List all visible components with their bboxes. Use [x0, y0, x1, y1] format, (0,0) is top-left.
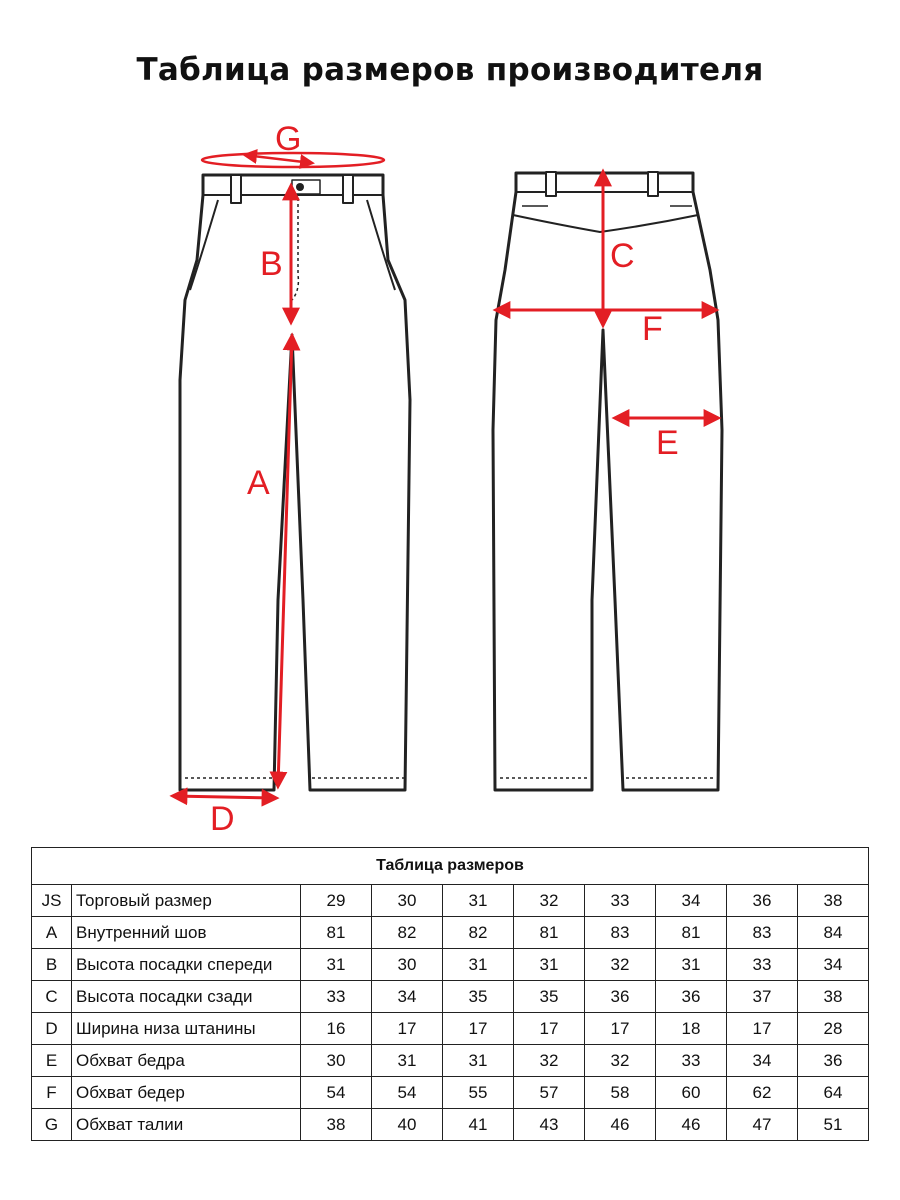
back-trousers	[493, 172, 722, 790]
row-label: Высота посадки сзади	[72, 981, 301, 1013]
table-cell: 34	[372, 981, 443, 1013]
table-cell: 34	[727, 1045, 798, 1077]
table-cell: 46	[585, 1109, 656, 1141]
table-cell: 31	[443, 1045, 514, 1077]
table-cell: 36	[727, 885, 798, 917]
row-label: Торговый размер	[72, 885, 301, 917]
row-code: JS	[32, 885, 72, 917]
table-cell: 37	[727, 981, 798, 1013]
size-table-title: Таблица размеров	[32, 848, 869, 885]
table-cell: 33	[585, 885, 656, 917]
row-code: E	[32, 1045, 72, 1077]
row-label: Высота посадки спереди	[72, 949, 301, 981]
table-cell: 35	[514, 981, 585, 1013]
table-cell: 30	[301, 1045, 372, 1077]
row-label: Внутренний шов	[72, 917, 301, 949]
table-row	[32, 917, 869, 949]
row-code: A	[32, 917, 72, 949]
label-a: A	[247, 464, 270, 502]
table-cell: 47	[727, 1109, 798, 1141]
table-cell: 58	[585, 1077, 656, 1109]
row-label: Обхват бедер	[72, 1077, 301, 1109]
button-icon	[296, 183, 304, 191]
table-cell: 83	[727, 917, 798, 949]
table-cell: 28	[798, 1013, 869, 1045]
table-cell: 31	[514, 949, 585, 981]
table-row	[32, 1045, 869, 1077]
table-cell: 17	[372, 1013, 443, 1045]
table-cell: 35	[443, 981, 514, 1013]
row-label: Обхват талии	[72, 1109, 301, 1141]
table-cell: 17	[727, 1013, 798, 1045]
size-table	[31, 847, 869, 1141]
table-row	[32, 981, 869, 1013]
table-cell: 31	[443, 885, 514, 917]
label-g: G	[275, 120, 302, 158]
table-cell: 36	[585, 981, 656, 1013]
row-code: G	[32, 1109, 72, 1141]
table-cell: 38	[301, 1109, 372, 1141]
row-label: Обхват бедра	[72, 1045, 301, 1077]
row-code: D	[32, 1013, 72, 1045]
table-cell: 81	[656, 917, 727, 949]
front-trousers	[180, 175, 410, 790]
table-cell: 30	[372, 885, 443, 917]
page-title: Таблица размеров производителя	[136, 52, 764, 88]
table-cell: 34	[656, 885, 727, 917]
table-cell: 31	[656, 949, 727, 981]
row-code: F	[32, 1077, 72, 1109]
table-cell: 32	[585, 1045, 656, 1077]
table-cell: 51	[798, 1109, 869, 1141]
table-cell: 60	[656, 1077, 727, 1109]
label-f: F	[642, 310, 663, 348]
table-cell: 38	[798, 885, 869, 917]
table-row	[32, 949, 869, 981]
label-c: C	[610, 237, 635, 275]
table-cell: 36	[656, 981, 727, 1013]
table-cell: 83	[585, 917, 656, 949]
table-cell: 82	[443, 917, 514, 949]
label-b: B	[260, 245, 283, 283]
table-cell: 84	[798, 917, 869, 949]
arrow-d	[173, 796, 276, 798]
table-cell: 54	[301, 1077, 372, 1109]
table-cell: 30	[372, 949, 443, 981]
table-cell: 31	[443, 949, 514, 981]
table-cell: 36	[798, 1045, 869, 1077]
table-cell: 41	[443, 1109, 514, 1141]
table-cell: 33	[727, 949, 798, 981]
table-cell: 62	[727, 1077, 798, 1109]
row-code: C	[32, 981, 72, 1013]
table-cell: 81	[301, 917, 372, 949]
table-cell: 34	[798, 949, 869, 981]
table-cell: 16	[301, 1013, 372, 1045]
table-cell: 38	[798, 981, 869, 1013]
table-cell: 17	[585, 1013, 656, 1045]
table-cell: 82	[372, 917, 443, 949]
table-cell: 33	[301, 981, 372, 1013]
table-row	[32, 1013, 869, 1045]
table-cell: 31	[372, 1045, 443, 1077]
row-label: Ширина низа штанины	[72, 1013, 301, 1045]
table-cell: 43	[514, 1109, 585, 1141]
table-row	[32, 1109, 869, 1141]
table-cell: 54	[372, 1077, 443, 1109]
table-row	[32, 1077, 869, 1109]
table-row	[32, 885, 869, 917]
table-cell: 29	[301, 885, 372, 917]
table-cell: 40	[372, 1109, 443, 1141]
label-d: D	[210, 800, 235, 838]
table-cell: 31	[301, 949, 372, 981]
table-cell: 33	[656, 1045, 727, 1077]
table-cell: 64	[798, 1077, 869, 1109]
table-cell: 81	[514, 917, 585, 949]
table-cell: 55	[443, 1077, 514, 1109]
table-cell: 32	[514, 1045, 585, 1077]
row-code: B	[32, 949, 72, 981]
table-cell: 17	[514, 1013, 585, 1045]
size-table-body	[32, 885, 869, 1141]
label-e: E	[656, 424, 679, 462]
table-cell: 18	[656, 1013, 727, 1045]
table-cell: 32	[585, 949, 656, 981]
table-cell: 46	[656, 1109, 727, 1141]
table-cell: 57	[514, 1077, 585, 1109]
table-cell: 32	[514, 885, 585, 917]
table-cell: 17	[443, 1013, 514, 1045]
